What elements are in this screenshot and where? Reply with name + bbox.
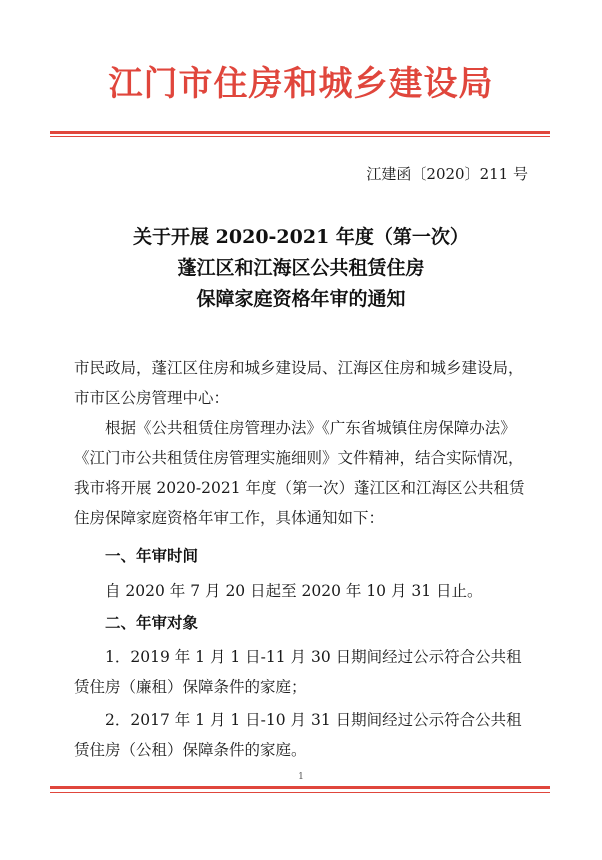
review-target-item-2: 2．2017 年 1 月 1 日-10 月 31 日期间经过公示符合公共租赁住房（公租）保障条件的家庭。 (74, 711, 522, 759)
organization-letterhead: 江门市住房和城乡建设局 (108, 64, 494, 104)
title-line-2: 蓬江区和江海区公共租赁住房 (177, 257, 425, 279)
letterhead-rule-thin (50, 136, 550, 137)
section-heading-review-target: 二、年审对象 (105, 613, 199, 632)
review-target-item-1: 1．2019 年 1 月 1 日-11 月 30 日期间经过公示符合公共租赁住房（廉租）保障条件的家庭； (74, 648, 522, 696)
letterhead-rule-thick (50, 131, 550, 134)
section-heading-review-period: 一、年审时间 (105, 546, 199, 565)
document-number: 江建函〔2020〕211 号 (366, 165, 528, 183)
footer-rule-thin (50, 792, 550, 793)
title-line-1: 关于开展 2020-2021 年度（第一次） (133, 226, 469, 248)
document-title (0, 222, 602, 315)
title-line-3: 保障家庭资格年审的通知 (196, 288, 406, 310)
intro-paragraph: 根据《公共租赁住房管理办法》《广东省城镇住房保障办法》《江门市公共租赁住房管理实施细则》文件精神，结合实际情况，我市将开展 2020-2021 年度（第一次）蓬江区和江海区公共租赁住房保障家庭资格年审工作，具体通知如下： (74, 419, 525, 527)
salutation-paragraph: 市民政局，蓬江区住房和城乡建设局、江海区住房和城乡建设局，市市区公房管理中心： (74, 359, 524, 407)
review-period-text: 自 2020 年 7 月 20 日起至 2020 年 10 月 31 日止。 (105, 582, 483, 600)
footer-rule-thick (50, 786, 550, 789)
page-number: 1 (298, 772, 304, 782)
